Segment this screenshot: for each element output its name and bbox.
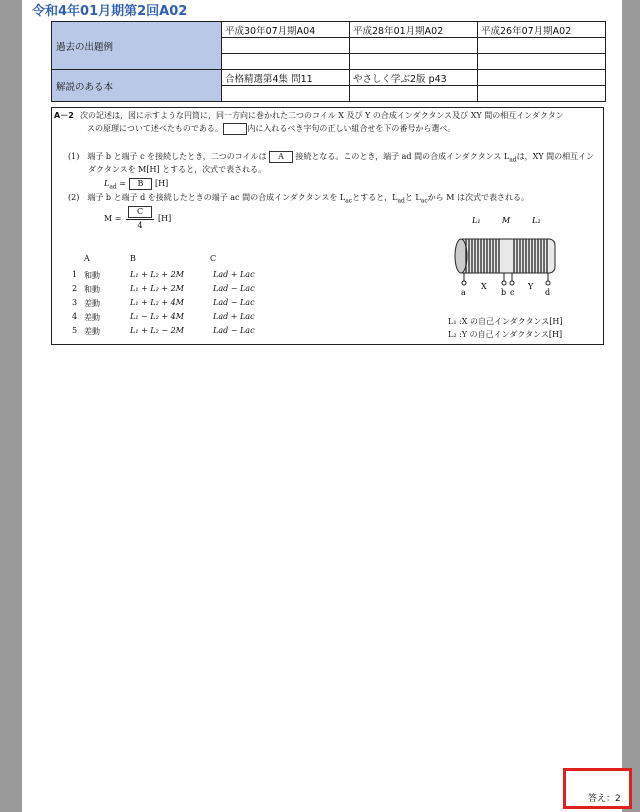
option-number: 1: [72, 270, 78, 279]
option-c: Lad − Lac: [213, 326, 255, 335]
legend-l1: L₁ :X の自己インダクタンス[H]: [448, 317, 563, 326]
coil-x-label: X: [481, 282, 487, 291]
option-c: Lad − Lac: [213, 298, 255, 307]
problem-box: [51, 107, 604, 345]
blank-a: A: [269, 151, 293, 163]
cylinder-end: [455, 239, 467, 273]
book-item: 合格精選第4集 問11: [222, 70, 350, 86]
problem-intro-1: 次の記述は，図に示すような円筒に，同一方向に巻かれた二つのコイル X 及び Y の合成インダクタンス及び XY 間の相互インダクタン: [80, 111, 564, 120]
option-number: 3: [72, 298, 78, 307]
book-item: [478, 70, 606, 86]
option-a: 差動: [84, 299, 100, 308]
option-c: Lad − Lac: [213, 284, 255, 293]
option-number: 2: [72, 284, 78, 293]
question-1-line2: ダクタンスを M[H] とすると，次式で表される。: [88, 165, 267, 174]
option-b: L₁ + L₂ + 2M: [130, 270, 184, 279]
terminal-d: d: [545, 288, 551, 297]
col-header-b: B: [130, 254, 136, 263]
option-b: L₁ + L₂ + 2M: [130, 284, 184, 293]
answer-text: 答え：2: [588, 794, 621, 804]
problem-number: A－2: [54, 111, 74, 120]
option-a: 差動: [84, 327, 100, 336]
past-item: 平成26年07月期A02: [478, 22, 606, 38]
meta-table: [51, 21, 606, 102]
equation-lad: $L_{ad} = B$ [H]: [104, 179, 169, 191]
question-2: (2) 端子 b と端子 d を接続したときの端子 ac 間の合成インダクタンスを $L_{ac}$とすると，$L_{ad}$と $L_{ac}$から M は次式で表される。: [68, 193, 529, 205]
option-number: 4: [72, 312, 78, 321]
option-b: L₁ + L₂ − 2M: [130, 326, 184, 335]
option-b: L₁ − L₂ + 4M: [130, 312, 184, 321]
col-header-a: A: [84, 254, 90, 263]
option-c: Lad + Lac: [213, 270, 255, 279]
col-header-c: C: [210, 254, 217, 263]
books-label: 解説のある本: [52, 70, 222, 102]
blank-b: B: [129, 178, 153, 190]
terminal-a: a: [461, 288, 466, 297]
problem-intro-2: スの原理について述べたものである。 内に入れるべき字句の正しい組合せを下の番号から選べ。: [87, 124, 456, 133]
question-1: (1) 端子 b と端子 c を接続したとき，二つのコイルは A 接続となる。このとき，端子 ad 間の合成インダクタンス $L_{ad}$は，XY 間の相互イン: [68, 152, 595, 164]
option-a: 和動: [84, 285, 100, 294]
legend-l2: L₂ :Y の自己インダクタンス[H]: [448, 330, 563, 339]
fig-label-m: M: [502, 216, 511, 225]
equation-m-fraction: C 4: [126, 206, 154, 231]
equation-m-unit: [H]: [158, 214, 172, 223]
book-item: やさしく学ぶ2版 p43: [350, 70, 478, 86]
option-b: L₁ + L₂ + 4M: [130, 298, 184, 307]
terminal-c: c: [510, 288, 515, 297]
coil-figure: [448, 213, 568, 303]
fig-label-l2: L₂: [532, 216, 541, 225]
option-a: 差動: [84, 313, 100, 322]
option-a: 和動: [84, 271, 100, 280]
coil-y-label: Y: [528, 282, 534, 291]
blank-c: C: [128, 206, 152, 218]
past-item: 平成30年07月期A04: [222, 22, 350, 38]
option-c: Lad + Lac: [213, 312, 255, 321]
fig-label-l1: L₁: [472, 216, 481, 225]
page-title: 令和4年01月期第2回A02: [32, 4, 188, 19]
past-item: 平成28年01月期A02: [350, 22, 478, 38]
answer-box: [563, 768, 632, 809]
terminals: [462, 273, 550, 285]
option-number: 5: [72, 326, 78, 335]
equation-m-left: M =: [104, 214, 122, 223]
terminal-b: b: [501, 288, 507, 297]
past-label: 過去の出題例: [52, 22, 222, 70]
